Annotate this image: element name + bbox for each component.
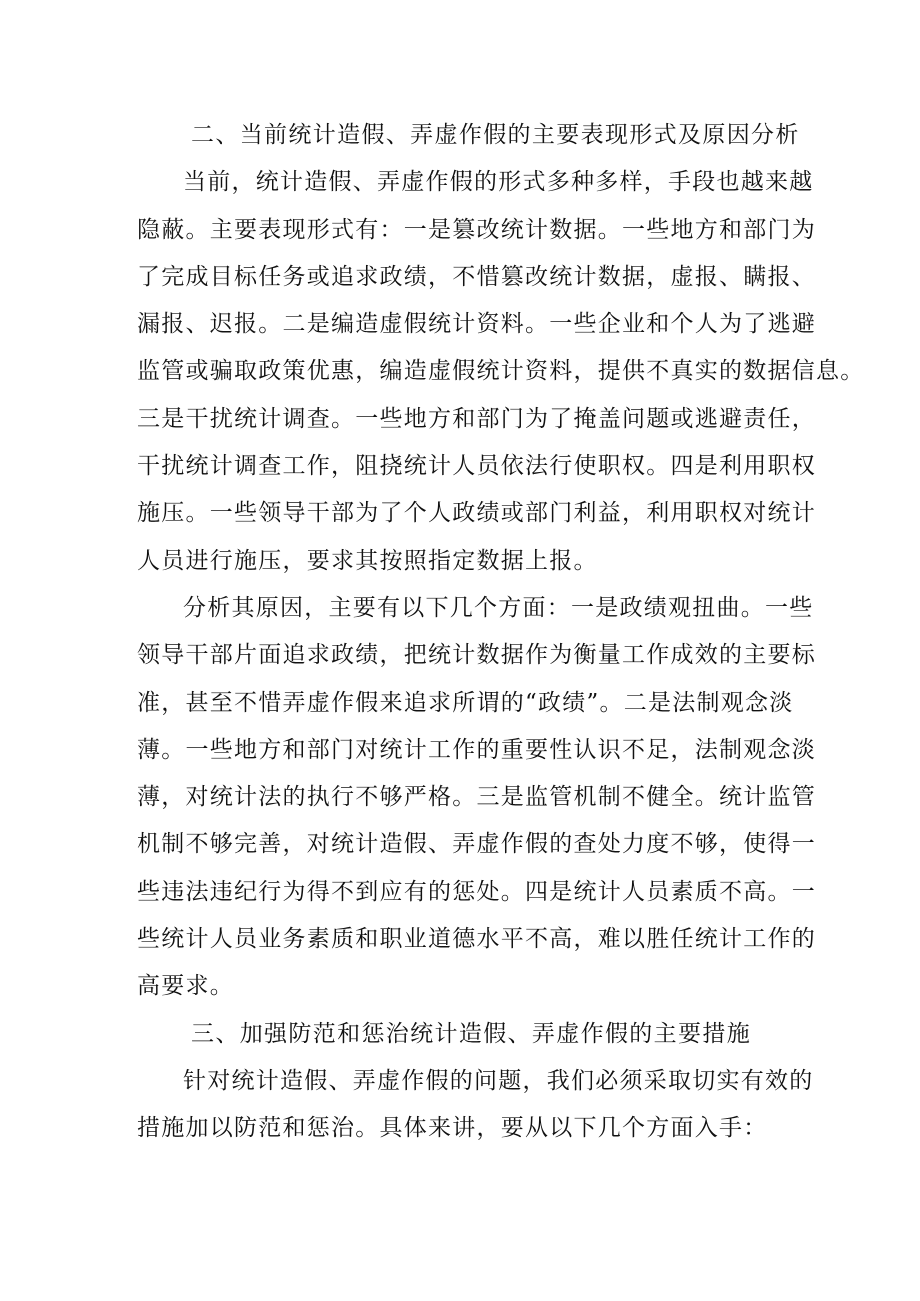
paragraph-line: 领导干部片面追求政绩，把统计数据作为衡量工作成效的主要标 — [137, 642, 816, 669]
paragraph-line: 隐蔽。主要表现形式有：一是篡改统计数据。一些地方和部门为 — [137, 216, 816, 243]
paragraph-line: 分析其原因，主要有以下几个方面：一是政绩观扭曲。一些 — [183, 594, 814, 621]
paragraph-line: 高要求。 — [137, 973, 234, 1000]
paragraph-line: 三是干扰统计调查。一些地方和部门为了掩盖问题或逃避责任， — [137, 405, 816, 432]
paragraph-line: 当前，统计造假、弄虚作假的形式多种多样，手段也越来越 — [183, 169, 814, 196]
paragraph-line: 薄，对统计法的执行不够严格。三是监管机制不健全。统计监管 — [137, 784, 816, 811]
paragraph-line: 监管或骗取政策优惠，编造虚假统计资料，提供不真实的数据信息。 — [137, 358, 865, 385]
paragraph-line: 些统计人员业务素质和职业道德水平不高，难以胜任统计工作的 — [137, 926, 816, 953]
section-2-heading: 二、当前统计造假、弄虚作假的主要表现形式及原因分析 — [191, 122, 800, 148]
paragraph-line: 漏报、迟报。二是编造虚假统计资料。一些企业和个人为了逃避 — [137, 311, 816, 338]
paragraph-line: 了完成目标任务或追求政绩，不惜篡改统计数据，虚报、瞒报、 — [137, 263, 816, 290]
section-3-paragraph-1 — [137, 1058, 814, 1153]
paragraph-line: 些违法违纪行为得不到应有的惩处。四是统计人员素质不高。一 — [137, 878, 816, 905]
paragraph-line: 施压。一些领导干部为了个人政绩或部门利益，利用职权对统计 — [137, 500, 816, 527]
paragraph-line: 针对统计造假、弄虚作假的问题，我们必须采取切实有效的 — [183, 1067, 814, 1094]
document-content — [137, 112, 865, 1153]
paragraph-line: 措施加以防范和惩治。具体来讲，要从以下几个方面入手： — [137, 1115, 768, 1142]
paragraph-line: 干扰统计调查工作，阻挠统计人员依法行使职权。四是利用职权 — [137, 453, 816, 480]
paragraph-line: 准，甚至不惜弄虚作假来追求所谓的“政绩”。二是法制观念淡 — [137, 689, 794, 716]
paragraph-line: 薄。一些地方和部门对统计工作的重要性认识不足，法制观念淡 — [137, 736, 816, 763]
section-3-heading: 三、加强防范和惩治统计造假、弄虚作假的主要措施 — [191, 1020, 752, 1047]
paragraph-line: 机制不够完善，对统计造假、弄虚作假的查处力度不够，使得一 — [137, 831, 816, 858]
section-2-paragraph-1 — [137, 159, 865, 585]
paragraph-line: 人员进行施压，要求其按照指定数据上报。 — [137, 547, 598, 574]
section-2-paragraph-2 — [137, 585, 816, 1011]
